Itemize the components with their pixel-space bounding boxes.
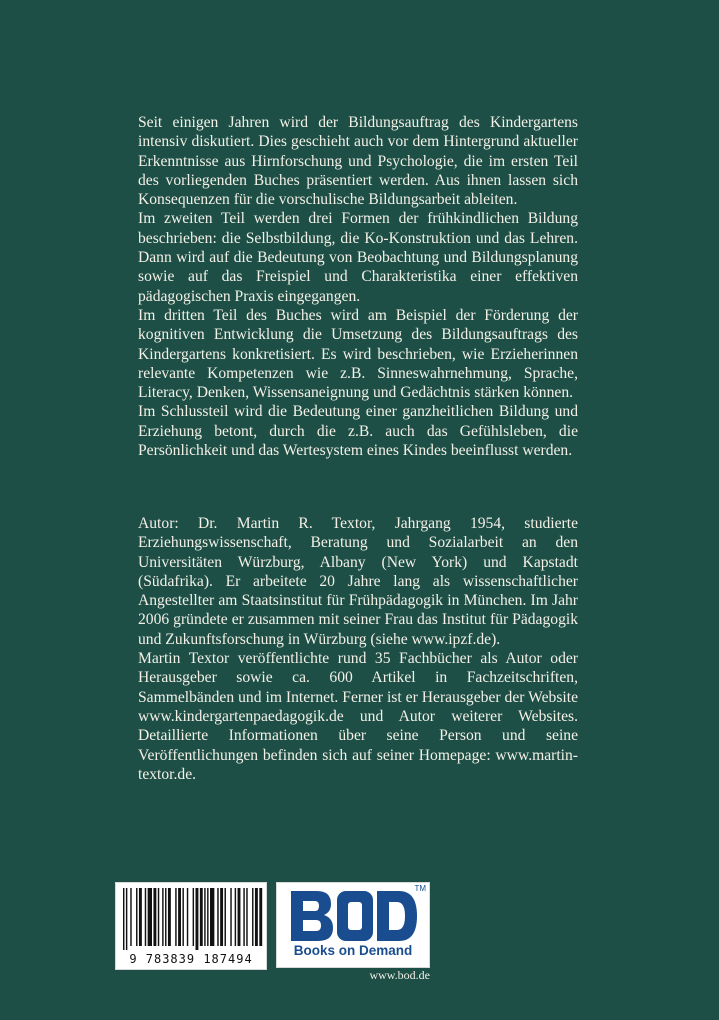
bod-logo-icon bbox=[287, 887, 421, 945]
author-bio-paragraph-1: Autor: Dr. Martin R. Textor, Jahrgang 1954, studierte Erziehungswissenschaft, Beratung und Sozialarbeit an den Universitäten Würzburg, Albany (New York) und Kapstadt (Südafrika). Er arbeitete 20 Jahre lang als wissenschaftlicher Angestellter am Staatsinstitut für Frühpädagogik in München. Im Jahr 2006 gründete er zusammen mit seiner Frau das Institut für Pädagogik und Zukunftsforschung in Würzburg (siehe www.ipzf.de). bbox=[138, 515, 578, 648]
blurb-paragraph-4: Im Schlussteil wird die Bedeutung einer ganzheitlichen Bildung und Erziehung betont, durch die z.B. auch das Gefühlsleben, die Persönlichkeit und das Wertesystem eines Kindes beeinflusst werden. bbox=[138, 403, 578, 460]
author-bio-paragraph-2: Martin Textor veröffentlichte rund 35 Fachbücher als Autor oder Herausgeber sowie ca. 600 Artikel in Fachzeitschriften, Sammelbänden und im Internet. Ferner ist er Herausgeber der Website www.kindergartenpaedagogik.de und Autor weiterer Websites. Detaillierte Informationen über seine Person und seine Veröffentlichungen befinden sich auf seiner Homepage: www.martin-textor.de. bbox=[138, 650, 578, 783]
trademark-mark: TM bbox=[414, 884, 426, 893]
publisher-name: Books on Demand bbox=[293, 943, 413, 958]
blurb-paragraph-1: Seit einigen Jahren wird der Bildungsauftrag des Kindergartens intensiv diskutiert. Dies geschieht auch vor dem Hintergrund aktueller Erkenntnisse aus Hirnforschung und Psychologie, die im ersten Teil des vorliegenden Buches präsentiert werden. Aus ihnen lassen sich Konsequenzen für die vorschulische Bildungsarbeit ableiten. bbox=[138, 114, 578, 209]
blurb-section bbox=[138, 113, 578, 460]
publisher-website: www.bod.de bbox=[369, 968, 430, 982]
barcode-bars bbox=[121, 888, 263, 950]
author-bio-section bbox=[138, 514, 578, 784]
isbn-barcode bbox=[115, 882, 267, 970]
barcode-number: 9 783839 187494 bbox=[129, 952, 253, 966]
publisher-logo bbox=[276, 882, 430, 968]
blurb-paragraph-3: Im dritten Teil des Buches wird am Beispiel der Förderung der kognitiven Entwicklung die Umsetzung des Bildungsauftrags des Kindergartens konkretisiert. Es wird beschrieben, wie Erzieherinnen relevante Kompetenzen wie z.B. Sinneswahrnehmung, Sprache, Literacy, Denken, Wissensaneignung und Gedächtnis stärken können. bbox=[138, 306, 578, 402]
blurb-paragraph-2: Im zweiten Teil werden drei Formen der frühkindlichen Bildung beschrieben: die Selbstbildung, die Ko-Konstruktion und das Lehren. Dann wird auf die Bedeutung von Beobachtung und Bildungsplanung sowie auf das Freispiel und Charakteristika einer effektiven pädagogischen Praxis eingegangen. bbox=[138, 210, 578, 305]
